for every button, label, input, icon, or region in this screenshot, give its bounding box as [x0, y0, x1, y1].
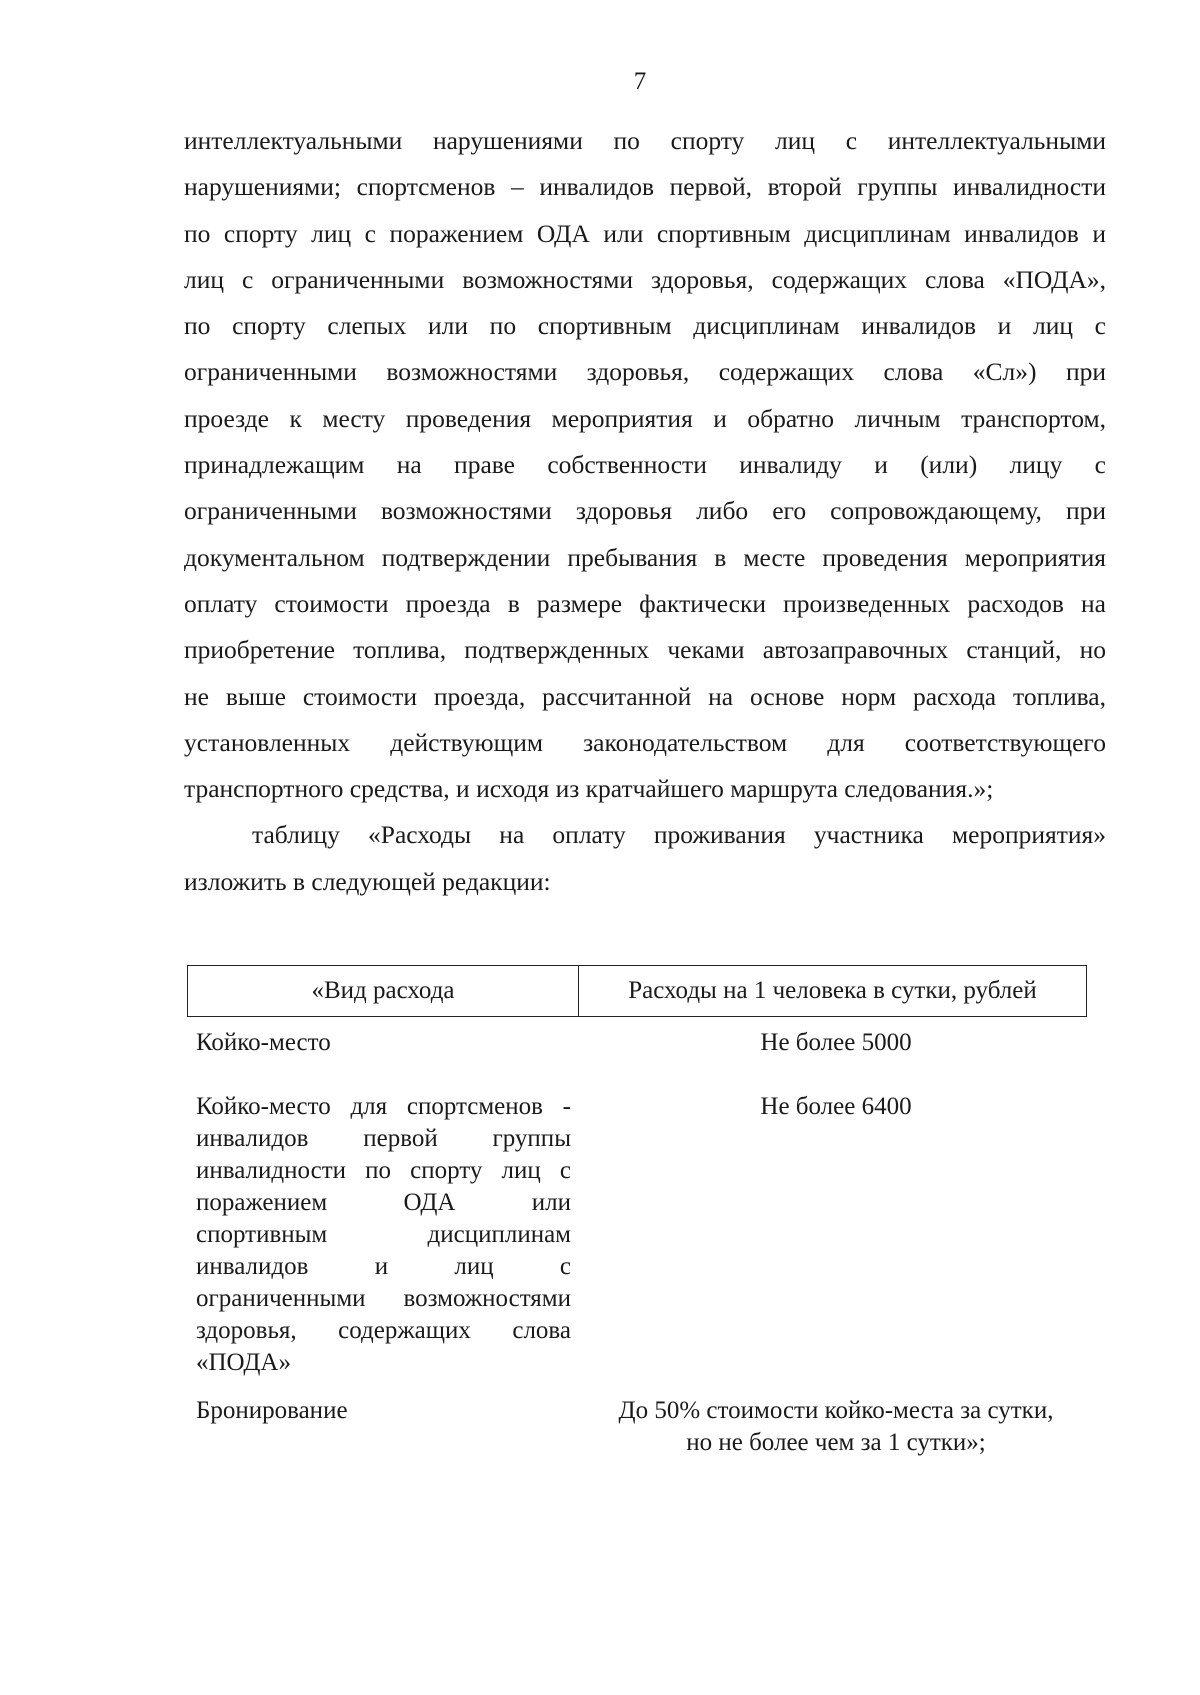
- cell-line: Не более 6400: [760, 1093, 912, 1120]
- header-expense-type: «Вид расхода: [188, 966, 579, 1016]
- expense-amount-cell: [586, 1091, 1086, 1123]
- text-line: оплату стоимости проезда в размере фактически произведенных расходов на: [184, 588, 1106, 618]
- expense-amount-cell: [586, 1027, 1086, 1059]
- cell-line: поражением ОДА или: [196, 1189, 571, 1216]
- text-line: приобретение топлива, подтвержденных чеками автозаправочных станций, но: [184, 635, 1106, 665]
- text-line: нарушениями; спортсменов – инвалидов первой, второй группы инвалидности: [184, 172, 1106, 202]
- cell-line: Койко-место: [196, 1029, 331, 1056]
- cell-line: но не более чем за 1 сутки»;: [686, 1429, 986, 1456]
- cell-line: ограниченными возможностями: [196, 1285, 571, 1312]
- table-header: [187, 965, 1087, 1017]
- text-line: документальном подтверждении пребывания в месте проведения мероприятия: [184, 542, 1106, 572]
- cell-line: инвалидов первой группы: [196, 1125, 571, 1152]
- expense-type-cell: [196, 1395, 571, 1427]
- cell-line: Не более 5000: [760, 1029, 912, 1056]
- text-line: лиц с ограниченными возможностями здоровья, содержащих слова «ПОДА»,: [184, 264, 1106, 294]
- text-line: интеллектуальными нарушениями по спорту лиц с интеллектуальными: [184, 126, 1106, 155]
- main-text: [184, 118, 1106, 905]
- text-line: ограниченными возможностями здоровья либо его сопровождающему, при: [184, 496, 1106, 526]
- expense-type-cell: [196, 1027, 571, 1059]
- cell-line: инвалидности по спорту лиц с: [196, 1157, 571, 1184]
- text-line: проезде к месту проведения мероприятия и обратно личным транспортом,: [184, 403, 1106, 433]
- page-number: 7: [633, 68, 647, 95]
- cell-line: спортивным дисциплинам: [196, 1221, 571, 1248]
- cell-line: здоровья, содержащих слова: [196, 1317, 571, 1344]
- text-line: ограниченными возможностями здоровья, содержащих слова «Сл») при: [184, 357, 1106, 387]
- cell-line: Койко-место для спортсменов -: [196, 1093, 571, 1120]
- header-expense-amount: Расходы на 1 человека в сутки, рублей: [628, 977, 1037, 1004]
- expense-amount-cell: [586, 1395, 1086, 1459]
- cell-line: Бронирование: [196, 1397, 348, 1424]
- text-line: транспортного средства, и исходя из кратчайшего маршрута следования.»;: [184, 774, 994, 804]
- expense-type-cell: [196, 1091, 571, 1379]
- cell-line: «ПОДА»: [196, 1349, 291, 1376]
- text-line: по спорту слепых или по спортивным дисциплинам инвалидов и лиц с: [184, 311, 1106, 341]
- text-line: принадлежащим на праве собственности инвалиду и (или) лицу с: [184, 450, 1106, 480]
- text-line: изложить в следующей редакции:: [184, 866, 551, 896]
- text-line: таблицу «Расходы на оплату проживания участника мероприятия»: [252, 820, 1106, 850]
- text-line: по спорту лиц с поражением ОДА или спортивным дисциплинам инвалидов и: [184, 218, 1106, 248]
- text-line: не выше стоимости проезда, рассчитанной на основе норм расхода топлива,: [184, 681, 1106, 711]
- cell-line: инвалидов и лиц с: [196, 1253, 571, 1280]
- cell-line: До 50% стоимости койко-места за сутки,: [618, 1397, 1054, 1424]
- text-line: установленных действующим законодательством для соответствующего: [184, 727, 1106, 757]
